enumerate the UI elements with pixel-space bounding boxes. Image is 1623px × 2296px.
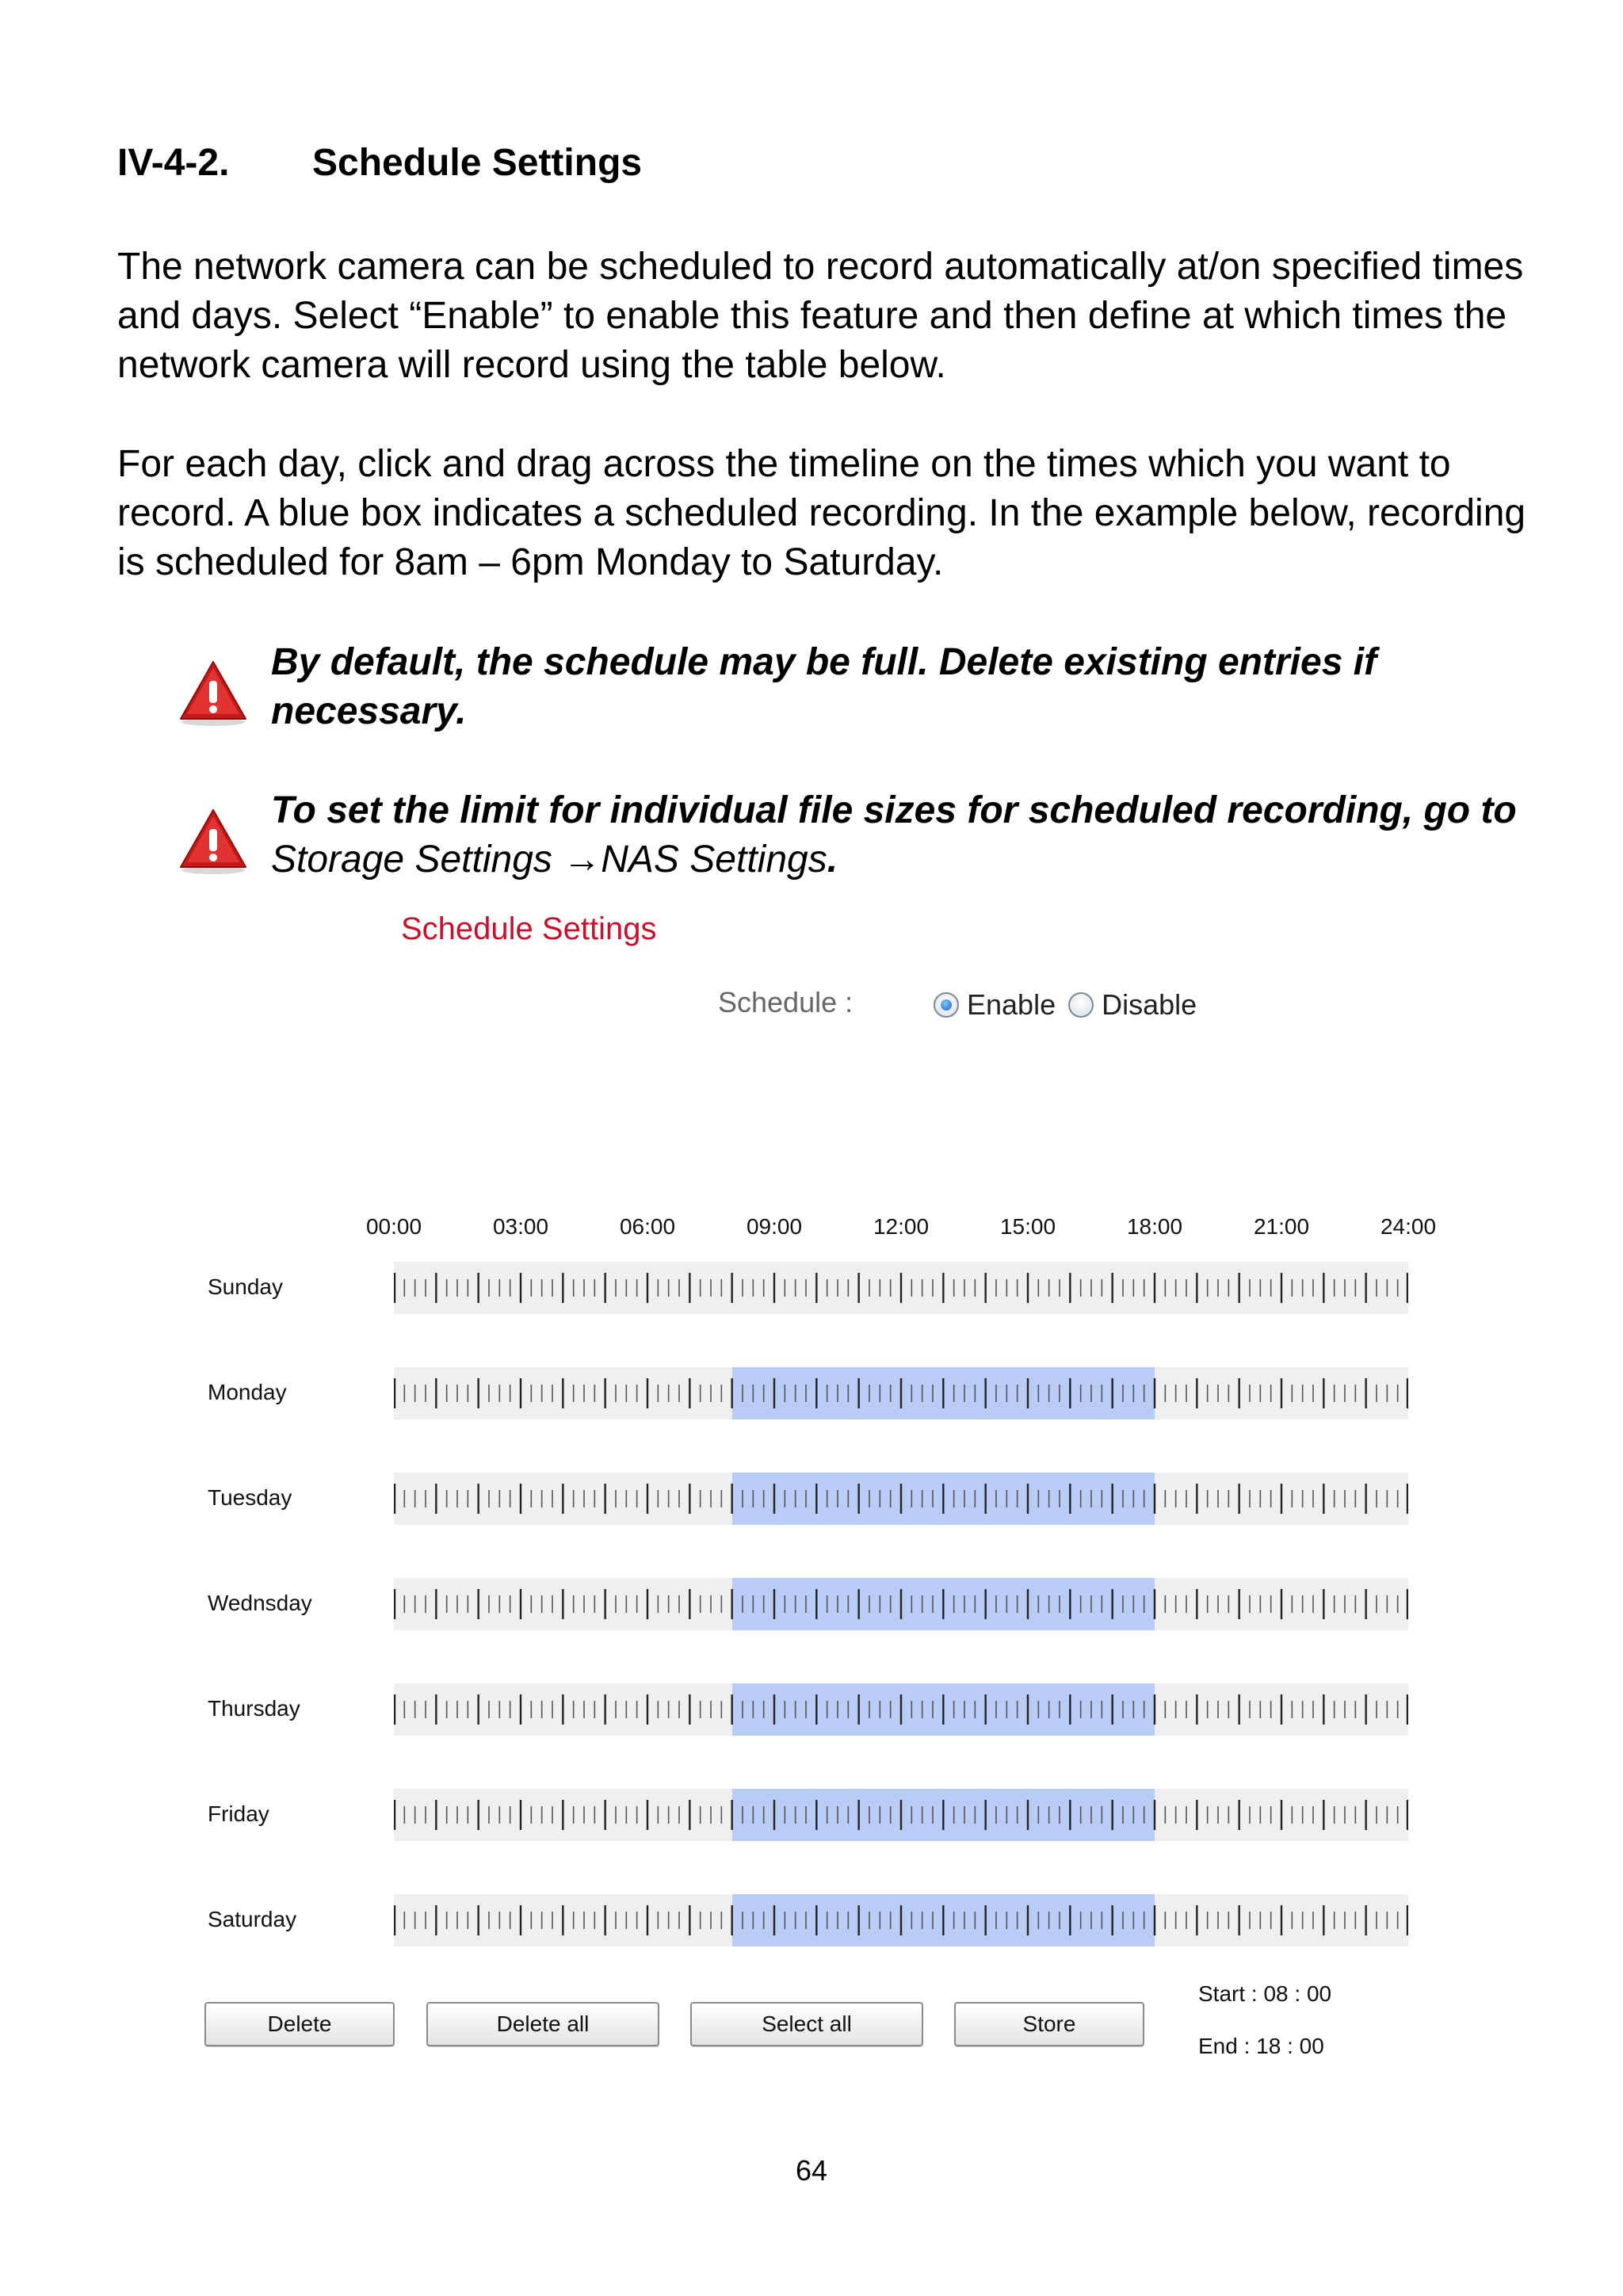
note-prefix: To set the limit for individual file sizes for scheduled recording, go to (271, 789, 1517, 831)
note-suffix: . (827, 839, 838, 881)
timeline-track-friday[interactable] (394, 1789, 1408, 1841)
section-number: IV-4-2. (117, 142, 230, 184)
note-file-size-limit-text (271, 786, 1539, 884)
nas-settings-ref: NAS Settings (601, 839, 827, 881)
delete-button[interactable]: Delete (204, 2002, 395, 2046)
tick-marks (394, 1578, 1408, 1630)
storage-settings-ref: Storage Settings (271, 839, 552, 881)
disable-label: Disable (1102, 988, 1197, 1021)
store-button[interactable]: Store (954, 2002, 1144, 2046)
day-label-wednsday: Wednsday (208, 1591, 312, 1615)
day-label-sunday: Sunday (208, 1274, 283, 1299)
warning-icon (178, 657, 249, 728)
hour-label: 15:00 (999, 1214, 1056, 1239)
hour-label: 00:00 (365, 1214, 422, 1239)
delete-all-button[interactable]: Delete all (426, 2002, 659, 2046)
page-number: 64 (795, 2154, 828, 2187)
enable-radio[interactable] (934, 992, 959, 1018)
tick-marks (394, 1473, 1408, 1525)
hour-label: 06:00 (619, 1214, 676, 1239)
schedule-settings-title: Schedule Settings (401, 911, 657, 946)
day-label-monday: Monday (208, 1380, 287, 1404)
timeline-track-saturday[interactable] (394, 1894, 1408, 1946)
day-label-saturday: Saturday (208, 1907, 297, 1931)
end-time-readout: End : 18 : 00 (1198, 2034, 1324, 2058)
timeline-track-wednsday[interactable] (394, 1578, 1408, 1630)
note-file-size-limit (178, 786, 1541, 897)
tick-marks (394, 1262, 1408, 1314)
day-label-tuesday: Tuesday (208, 1485, 292, 1510)
tick-marks (394, 1894, 1408, 1946)
tick-marks (394, 1683, 1408, 1736)
disable-radio[interactable] (1068, 992, 1094, 1018)
section-heading (117, 141, 642, 185)
day-label-friday: Friday (208, 1801, 269, 1826)
arrow-right-icon: → (563, 839, 601, 881)
hour-label: 24:00 (1380, 1214, 1437, 1239)
note-default-schedule-text: By default, the schedule may be full. Delete existing entries if necessary. (271, 641, 1377, 732)
timeline-track-sunday[interactable] (394, 1262, 1408, 1314)
timeline-track-monday[interactable] (394, 1367, 1408, 1419)
select-all-button[interactable]: Select all (690, 2002, 923, 2046)
schedule-radio-group (934, 988, 1209, 1022)
intro-paragraph: The network camera can be scheduled to record automatically at/on specified times and days. Select “Enable” to enable this feature and then define at which times the network camera will record using the table below. (117, 246, 1524, 386)
tick-marks (394, 1789, 1408, 1841)
hour-label: 09:00 (746, 1214, 803, 1239)
enable-label: Enable (967, 988, 1056, 1021)
hour-label: 12:00 (873, 1214, 930, 1239)
instructions-paragraph: For each day, click and drag across the timeline on the times which you want to record. A blue box indicates a scheduled recording. In the example below, recording is scheduled for 8am – 6pm Monday to Saturday. (117, 443, 1526, 583)
tick-marks (394, 1367, 1408, 1419)
day-label-thursday: Thursday (208, 1696, 300, 1721)
start-time-readout: Start : 08 : 00 (1198, 1981, 1332, 2006)
hour-label: 03:00 (492, 1214, 549, 1239)
section-title: Schedule Settings (312, 142, 643, 184)
warning-icon (178, 805, 249, 877)
schedule-label: Schedule : (718, 986, 854, 1018)
timeline-track-tuesday[interactable] (394, 1473, 1408, 1525)
note-default-schedule (178, 638, 1541, 749)
hour-label: 21:00 (1253, 1214, 1310, 1239)
hour-label: 18:00 (1126, 1214, 1183, 1239)
timeline-track-thursday[interactable] (394, 1683, 1408, 1736)
